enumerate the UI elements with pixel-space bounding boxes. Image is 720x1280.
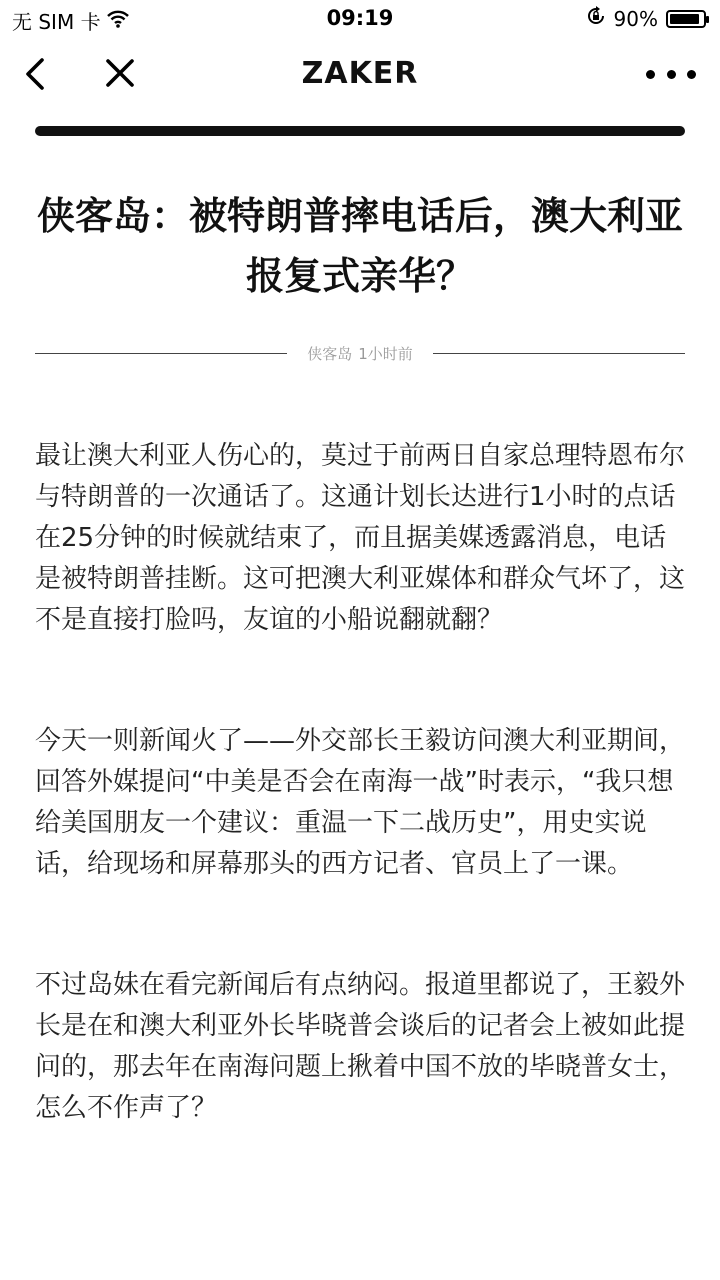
battery-percent: 90% [613, 6, 658, 31]
meta-text [287, 343, 433, 364]
more-dot-icon [687, 70, 696, 79]
article-meta [35, 338, 685, 368]
article-body [35, 436, 687, 1209]
article-paragraph: 最让澳大利亚人伤心的，莫过于前两日自家总理特恩布尔与特朗普的一次通话了。这通计划长达进行1小时的点话在25分钟的时候就结束了，而且据美媒透露消息，电话是被特朗普挂断。这可把澳大利亚媒体和群众气坏了，这不是直接打脸吗，友谊的小船说翻就翻？ [35, 441, 686, 635]
battery-level [670, 14, 699, 24]
article-time: 1小时前 [358, 344, 413, 363]
carrier-label: 无 SIM 卡 [12, 10, 101, 34]
meta-divider-left [35, 353, 287, 354]
status-right [586, 6, 706, 31]
article-paragraph: 今天一则新闻火了——外交部长王毅访问澳大利亚期间，回答外媒提问“中美是否会在南海一战”时表示，“我只想给美国朋友一个建议：重温一下二战历史”，用史实说话，给现场和屏幕那头的西方记者、官员上了一课。 [35, 726, 686, 879]
more-dot-icon [667, 70, 676, 79]
header-divider [35, 126, 685, 136]
more-dot-icon [646, 70, 655, 79]
article-paragraph: 不过岛妹在看完新闻后有点纳闷。报道里都说了，王毅外长是在和澳大利亚外长毕晓普会谈后的记者会上被如此提问的，那去年在南海问题上揪着中国不放的毕晓普女士，怎么不作声了？ [35, 970, 686, 1123]
battery-icon [666, 10, 706, 28]
nav-bar [0, 40, 720, 110]
nav-title: ZAKER [301, 56, 419, 91]
status-time: 09:19 [326, 6, 394, 30]
more-options-button[interactable] [646, 54, 696, 94]
meta-divider-right [433, 353, 685, 354]
article-title: 侠客岛：被特朗普摔电话后，澳大利亚报复式亲华？ [36, 194, 683, 298]
rotation-lock-icon [586, 6, 606, 31]
status-bar [0, 0, 720, 40]
article-source: 侠客岛 [307, 344, 353, 363]
